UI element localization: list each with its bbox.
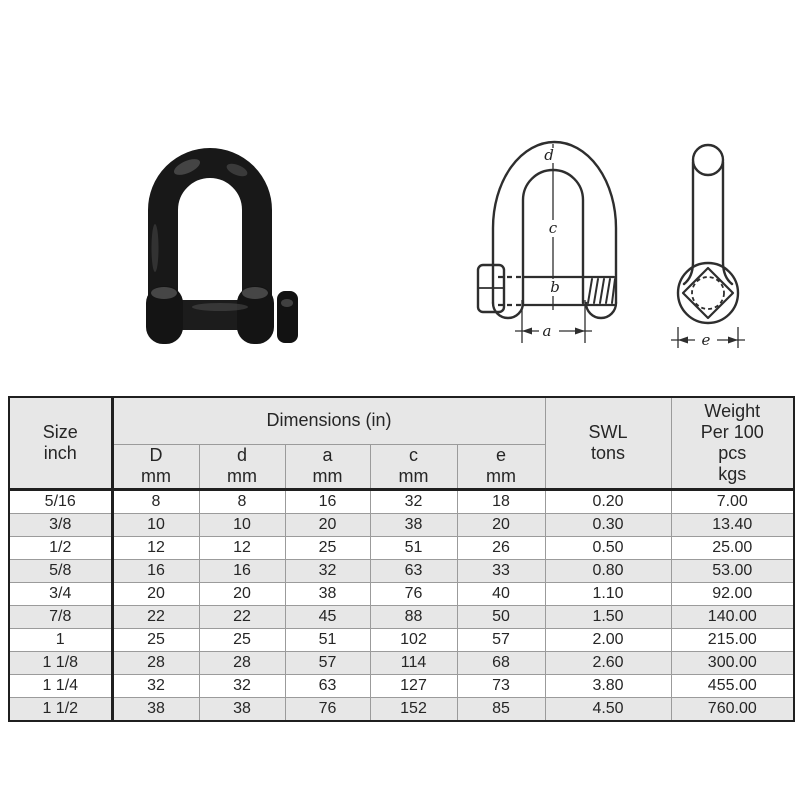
header-col-e: [457, 444, 545, 489]
cell-dim-c: 63: [370, 559, 457, 582]
cell-dim-a: 63: [285, 674, 370, 697]
cell-dim-e: 57: [457, 628, 545, 651]
cell-dim-D: 8: [112, 489, 199, 513]
cell-dim-e: 50: [457, 605, 545, 628]
cell-dim-d: 12: [199, 536, 285, 559]
cell-weight: 455.00: [671, 674, 794, 697]
dim-label-d: d: [544, 146, 554, 164]
dim-label-a: a: [542, 322, 552, 340]
cell-weight: 300.00: [671, 651, 794, 674]
cell-dim-e: 40: [457, 582, 545, 605]
col-letter: a: [322, 445, 333, 466]
header-col-a: [285, 444, 370, 489]
cell-dim-a: 57: [285, 651, 370, 674]
cell-dim-e: 18: [457, 489, 545, 513]
cell-dim-a: 32: [285, 559, 370, 582]
dim-label-b: b: [550, 278, 560, 296]
header-weight: [671, 397, 794, 489]
table-row: [9, 697, 794, 721]
cell-size: 1 1/2: [9, 697, 112, 721]
cell-dim-d: 16: [199, 559, 285, 582]
cell-swl: 1.50: [545, 605, 671, 628]
cell-dim-d: 32: [199, 674, 285, 697]
cell-dim-D: 16: [112, 559, 199, 582]
cell-size: 7/8: [9, 605, 112, 628]
header-dimensions: Dimensions (in): [112, 397, 545, 444]
cell-dim-c: 38: [370, 513, 457, 536]
spec-table-header: [9, 397, 794, 489]
cell-dim-a: 16: [285, 489, 370, 513]
cell-weight: 760.00: [671, 697, 794, 721]
col-unit: mm: [398, 466, 429, 486]
cell-dim-c: 102: [370, 628, 457, 651]
cell-dim-e: 73: [457, 674, 545, 697]
col-letter: D: [149, 445, 163, 466]
cell-weight: 215.00: [671, 628, 794, 651]
cell-dim-d: 25: [199, 628, 285, 651]
cell-dim-D: 12: [112, 536, 199, 559]
cell-dim-d: 22: [199, 605, 285, 628]
cell-dim-a: 38: [285, 582, 370, 605]
cell-dim-e: 33: [457, 559, 545, 582]
header-size-line1: Size: [42, 421, 78, 442]
col-letter: e: [496, 445, 507, 466]
cell-dim-d: 10: [199, 513, 285, 536]
cell-swl: 0.50: [545, 536, 671, 559]
cell-size: 3/4: [9, 582, 112, 605]
cell-dim-d: 20: [199, 582, 285, 605]
header-swl: [545, 397, 671, 489]
col-letter: c: [409, 445, 418, 466]
table-row: [9, 536, 794, 559]
shackle-photo: [140, 140, 305, 360]
cell-dim-d: 8: [199, 489, 285, 513]
cell-dim-D: 22: [112, 605, 199, 628]
header-size-line2: inch: [43, 442, 77, 463]
cell-swl: 4.50: [545, 697, 671, 721]
cell-dim-D: 25: [112, 628, 199, 651]
cell-dim-c: 127: [370, 674, 457, 697]
cell-dim-e: 26: [457, 536, 545, 559]
header-weight-line3: pcs: [718, 442, 747, 463]
cell-dim-e: 85: [457, 697, 545, 721]
cell-dim-a: 45: [285, 605, 370, 628]
cell-size: 5/8: [9, 559, 112, 582]
header-weight-line1: Weight: [704, 401, 761, 421]
cell-size: 1: [9, 628, 112, 651]
header-weight-line2: Per 100: [700, 421, 764, 442]
cell-size: 5/16: [9, 489, 112, 513]
table-row: [9, 674, 794, 697]
cell-dim-d: 28: [199, 651, 285, 674]
col-unit: mm: [141, 466, 171, 486]
header-weight-line4: kgs: [718, 463, 747, 484]
shackle-side-drawing: [660, 135, 755, 355]
col-unit: mm: [486, 466, 516, 486]
header-swl-line2: tons: [591, 442, 626, 463]
header-col-D: [112, 444, 199, 489]
cell-weight: 13.40: [671, 513, 794, 536]
table-row: [9, 489, 794, 513]
cell-size: 1 1/8: [9, 651, 112, 674]
cell-weight: 92.00: [671, 582, 794, 605]
spec-table: [8, 396, 795, 722]
cell-swl: 3.80: [545, 674, 671, 697]
cell-weight: 25.00: [671, 536, 794, 559]
col-unit: mm: [227, 466, 257, 486]
cell-dim-D: 38: [112, 697, 199, 721]
dim-label-c: c: [548, 219, 558, 237]
cell-dim-a: 20: [285, 513, 370, 536]
cell-dim-a: 51: [285, 628, 370, 651]
table-row: [9, 513, 794, 536]
cell-dim-D: 10: [112, 513, 199, 536]
cell-size: 1 1/4: [9, 674, 112, 697]
cell-swl: 2.00: [545, 628, 671, 651]
table-row: [9, 559, 794, 582]
cell-swl: 0.30: [545, 513, 671, 536]
cell-dim-c: 114: [370, 651, 457, 674]
table-row: [9, 582, 794, 605]
cell-weight: 53.00: [671, 559, 794, 582]
cell-dim-c: 76: [370, 582, 457, 605]
cell-weight: 140.00: [671, 605, 794, 628]
cell-swl: 0.20: [545, 489, 671, 513]
cell-dim-a: 25: [285, 536, 370, 559]
cell-dim-e: 20: [457, 513, 545, 536]
header-col-d: [199, 444, 285, 489]
table-row: [9, 651, 794, 674]
dim-label-e: e: [701, 331, 711, 349]
cell-dim-c: 32: [370, 489, 457, 513]
col-unit: mm: [312, 466, 343, 486]
cell-size: 1/2: [9, 536, 112, 559]
header-size: [9, 397, 112, 489]
cell-dim-a: 76: [285, 697, 370, 721]
cell-swl: 1.10: [545, 582, 671, 605]
shackle-front-drawing: [458, 132, 628, 357]
cell-dim-D: 32: [112, 674, 199, 697]
cell-dim-d: 38: [199, 697, 285, 721]
col-letter: d: [236, 445, 247, 466]
cell-swl: 2.60: [545, 651, 671, 674]
shackle-photo-body: [146, 156, 298, 344]
spec-table-body: [9, 489, 794, 721]
header-col-c: [370, 444, 457, 489]
cell-size: 3/8: [9, 513, 112, 536]
cell-dim-D: 28: [112, 651, 199, 674]
header-swl-line1: SWL: [588, 421, 628, 442]
cell-weight: 7.00: [671, 489, 794, 513]
cell-dim-c: 51: [370, 536, 457, 559]
cell-dim-D: 20: [112, 582, 199, 605]
cell-swl: 0.80: [545, 559, 671, 582]
cell-dim-e: 68: [457, 651, 545, 674]
cell-dim-c: 152: [370, 697, 457, 721]
table-row: [9, 605, 794, 628]
thread-hatch: [588, 279, 615, 303]
cell-dim-c: 88: [370, 605, 457, 628]
table-row: [9, 628, 794, 651]
